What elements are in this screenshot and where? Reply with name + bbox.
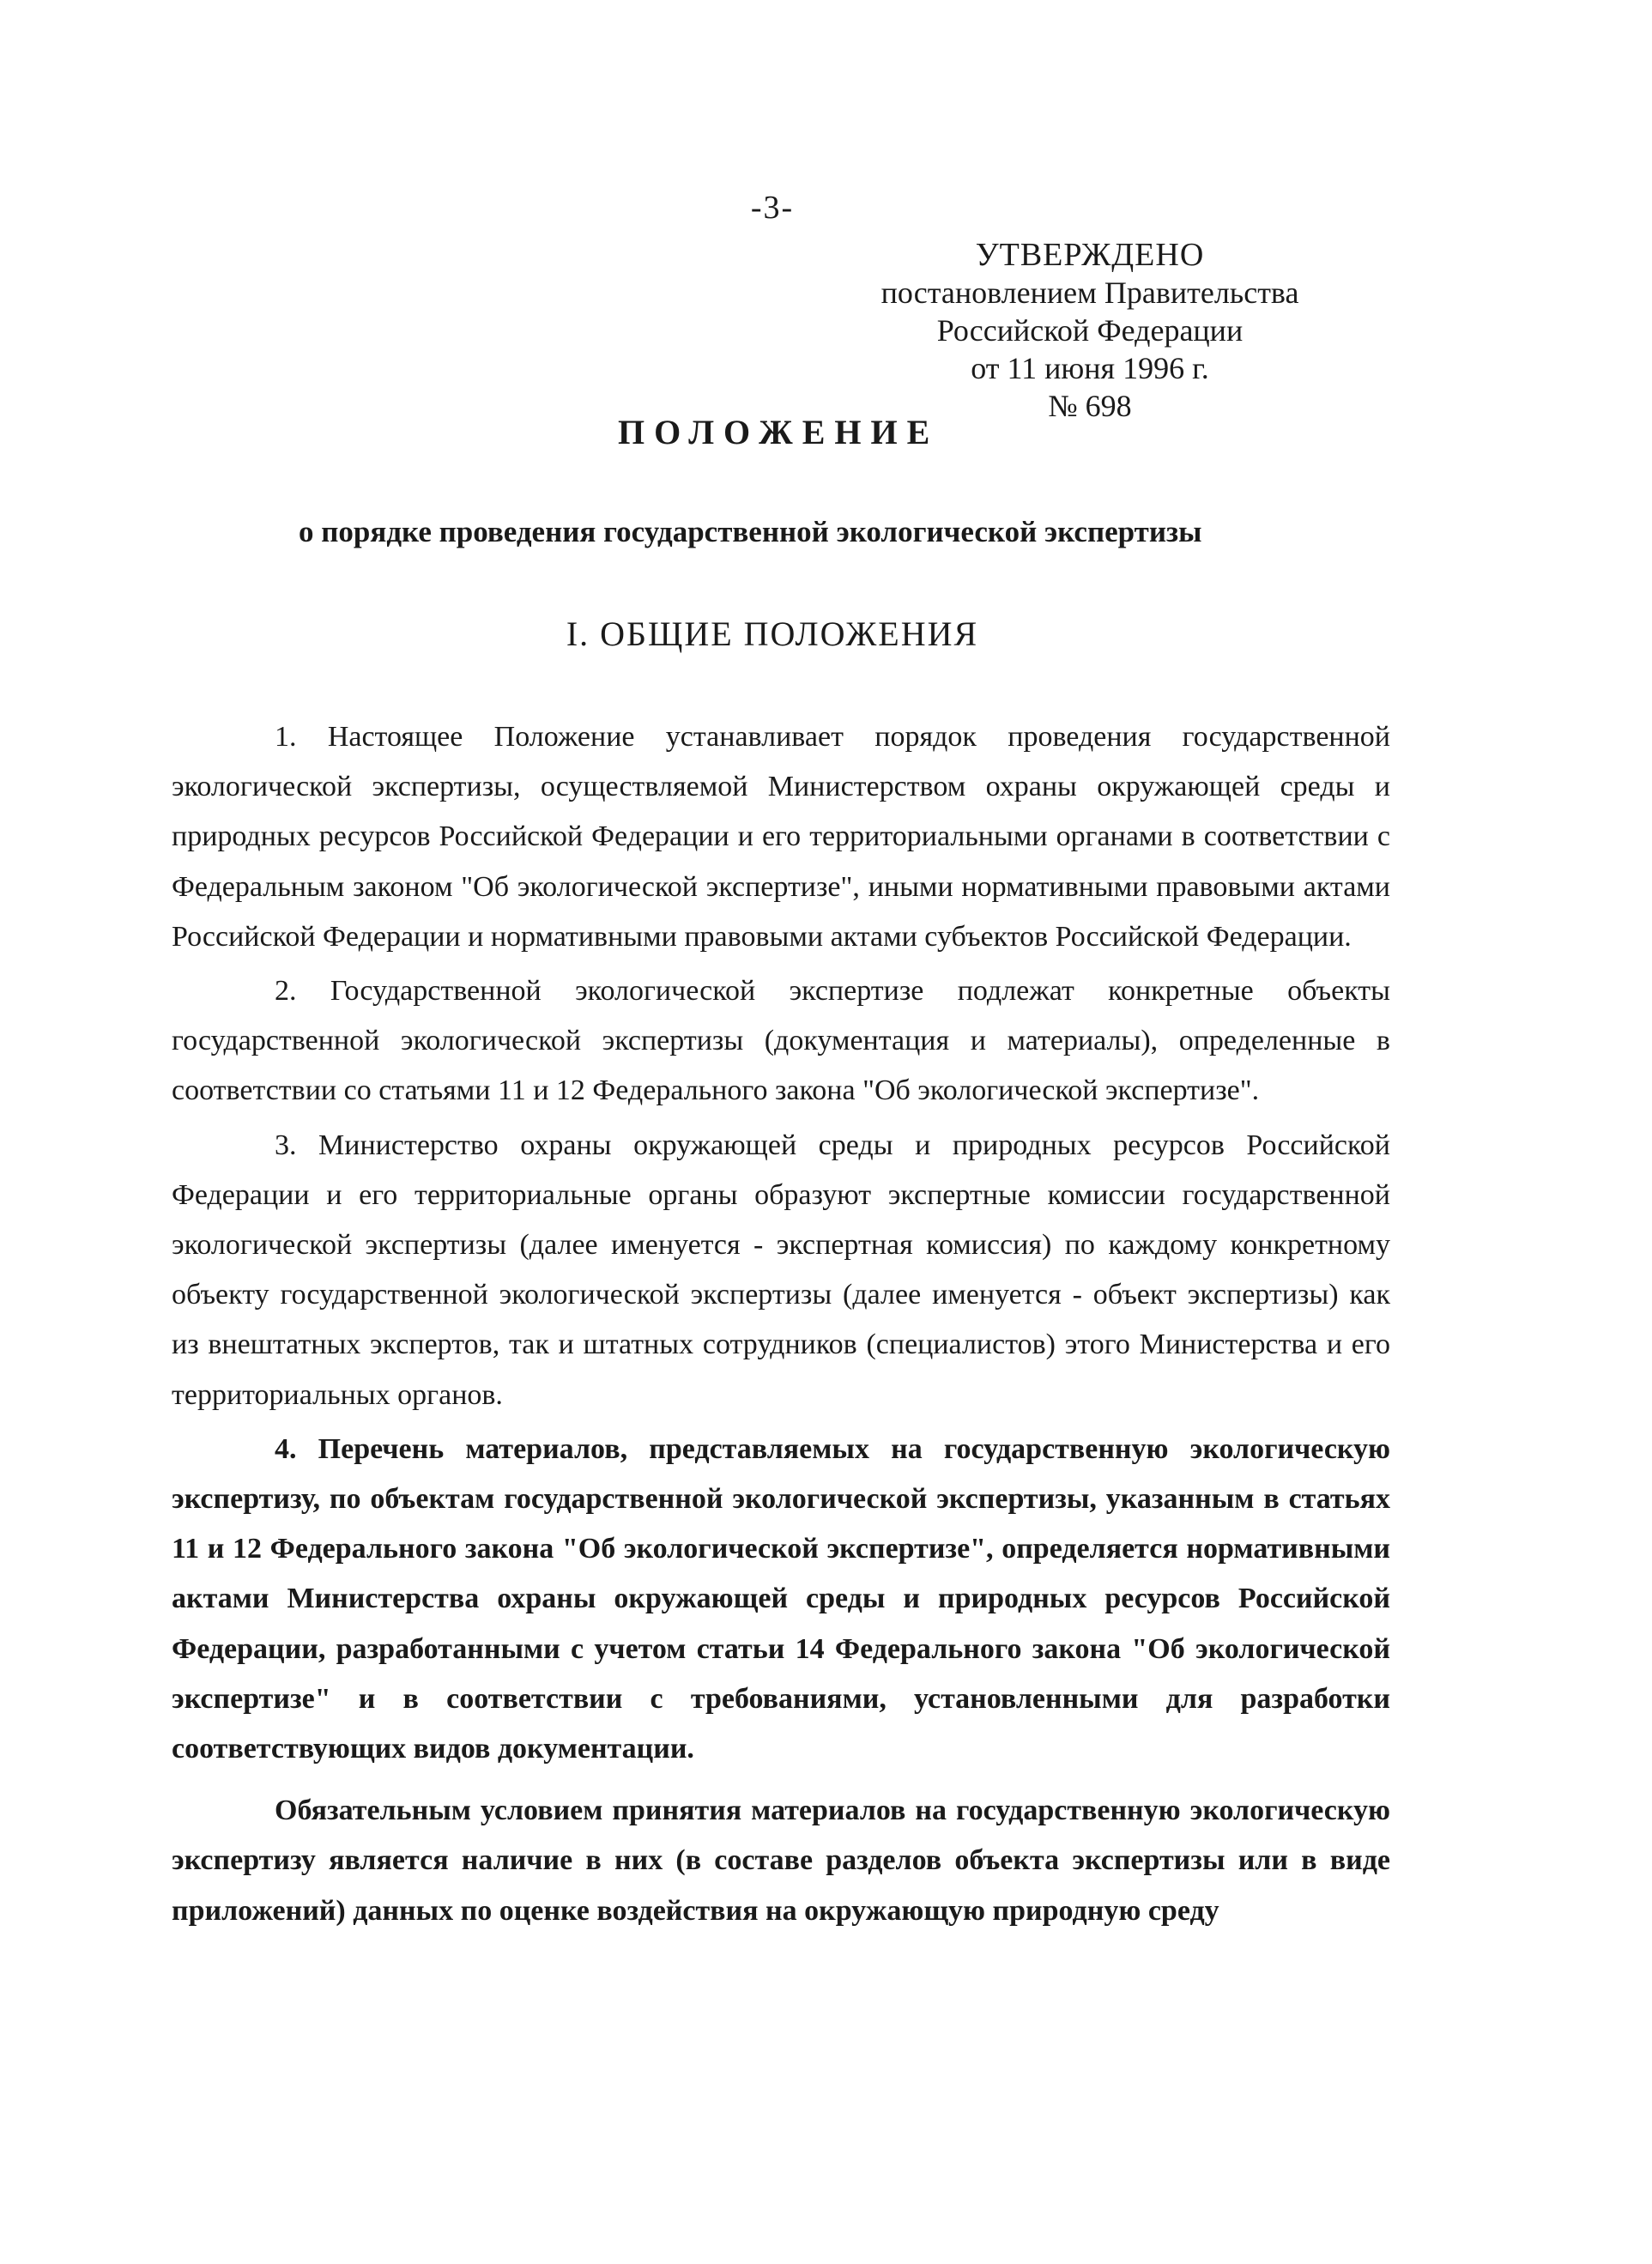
paragraph-2: 2. Государственной экологической экспертизе подлежат конкретные объекты государственной экологической экспертизы (документация и материалы), определенные в соответствии со статьями 11 и 12 Федерального закона "Об экологической экспертизе". xyxy=(172,975,1390,1107)
approval-heading: УТВЕРЖДЕНО xyxy=(975,237,1205,273)
section-heading: I. ОБЩИЕ ПОЛОЖЕНИЯ xyxy=(566,614,979,653)
approval-date: от 11 июня 1996 г. xyxy=(971,351,1209,385)
paragraph-1: 1. Настоящее Положение устанавливает порядок проведения государственной экологической экспертизы, осуществляемой Министерством охраны окружающей среды и природных ресурсов Российской Федерации и его территориальными органами в соответствии с Федеральным законом "Об экологической экспертизе", иными нормативными правовыми актами Российской Федерации и нормативными правовыми актами субъектов Российской Федерации. xyxy=(172,721,1390,953)
approval-number: № 698 xyxy=(1048,389,1132,423)
paragraph-4: 4. Перечень материалов, представляемых на государственную экологическую экспертизу, по объектам государственной экологической экспертизы, указанным в статьях 11 и 12 Федерального закона "Об экологической экспертизе", определяется нормативными актами Министерства охраны окружающей среды и природных ресурсов Российской Федерации, разработанными с учетом статьи 14 Федерального закона "Об экологической экспертизе" и в соответствии с требованиями, установленными для разработки соответствующих видов документации. xyxy=(172,1432,1390,1765)
document-subtitle: о порядке проведения государственной экологической экспертизы xyxy=(299,515,1202,548)
approval-line-2: Российской Федерации xyxy=(936,313,1244,348)
approval-stamp xyxy=(867,236,1313,425)
paragraph-5: Обязательным условием принятия материалов на государственную экологическую экспертизу является наличие в них (в составе разделов объекта экспертизы или в виде приложений) данных по оценке воздействия на окружающую природную среду xyxy=(172,1795,1390,1927)
approval-line-1: постановлением Правительства xyxy=(880,275,1299,310)
document-title: ПОЛОЖЕНИЕ xyxy=(618,413,940,451)
document-body xyxy=(172,712,1390,1940)
paragraph-3: 3. Министерство охраны окружающей среды и природных ресурсов Российской Федерации и его территориальные органы образуют экспертные комиссии государственной экологической экспертизы (далее именуется - экспертная комиссия) по каждому конкретному объекту государственной экологической экспертизы (далее именуется - объект экспертизы) как из внештатных экспертов, так и штатных сотрудников (специалистов) этого Министерства и его территориальных органов. xyxy=(172,1129,1390,1411)
page-number: -3- xyxy=(750,190,795,226)
